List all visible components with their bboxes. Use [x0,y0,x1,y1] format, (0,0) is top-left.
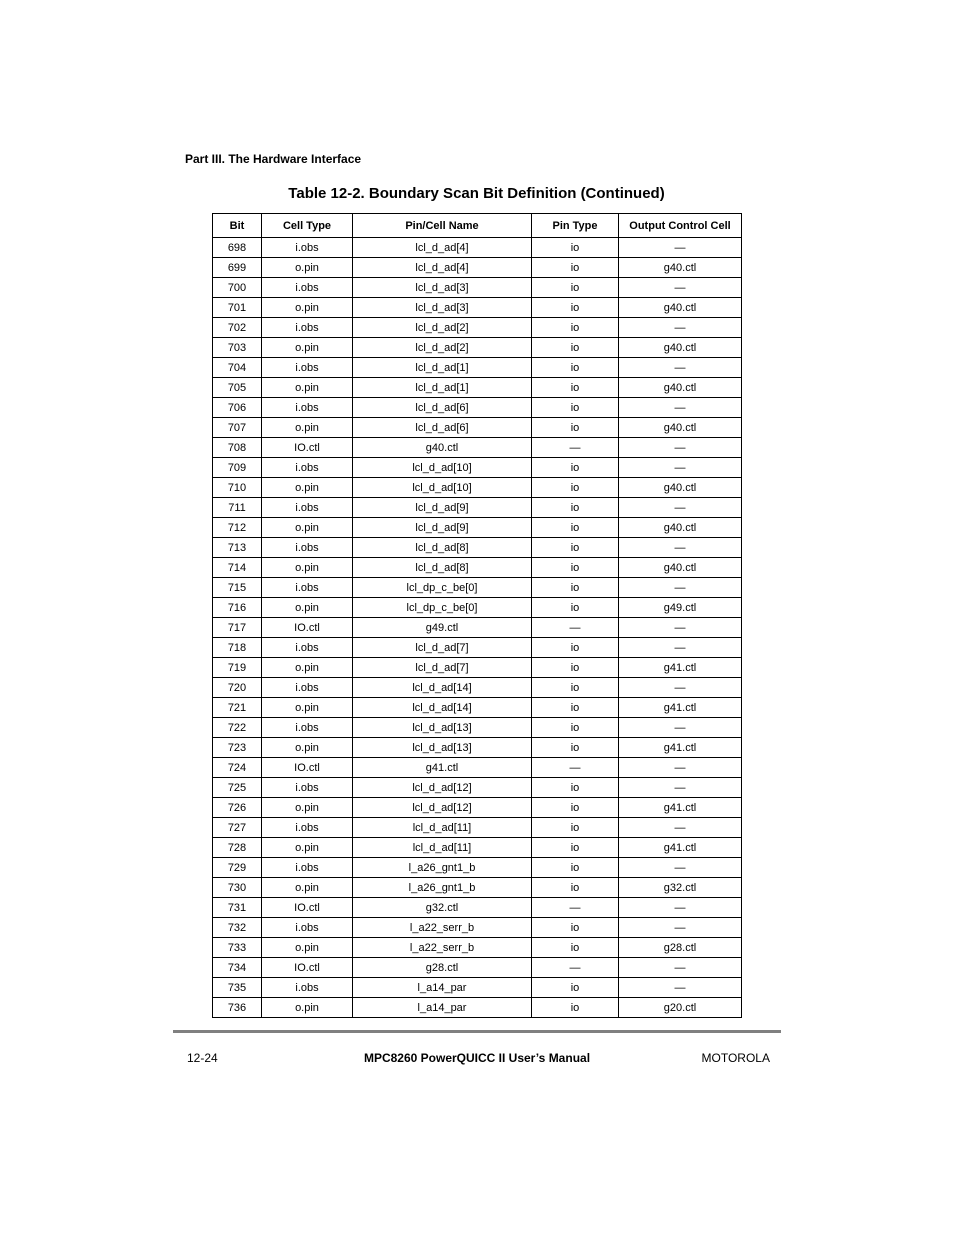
cell-pin-type: io [532,558,619,578]
cell-pin-type: io [532,418,619,438]
cell-cell-type: o.pin [262,738,353,758]
cell-pin-type: io [532,638,619,658]
cell-cell-type: o.pin [262,658,353,678]
table-row [213,798,742,818]
cell-cell-type: i.obs [262,718,353,738]
cell-pin-type: io [532,938,619,958]
cell-output-control: g40.ctl [619,338,742,358]
cell-bit: 711 [213,498,262,518]
cell-pin-type: io [532,838,619,858]
cell-bit: 723 [213,738,262,758]
cell-pin-type: io [532,338,619,358]
cell-pin-cell-name: lcl_d_ad[1] [353,358,532,378]
cell-bit: 735 [213,978,262,998]
cell-bit: 733 [213,938,262,958]
footer-divider [173,1030,781,1033]
cell-bit: 706 [213,398,262,418]
cell-output-control: — [619,978,742,998]
cell-cell-type: o.pin [262,378,353,398]
cell-cell-type: o.pin [262,698,353,718]
cell-bit: 734 [213,958,262,978]
cell-bit: 724 [213,758,262,778]
cell-bit: 736 [213,998,262,1018]
page-number: 12-24 [187,1051,218,1065]
cell-bit: 727 [213,818,262,838]
table-row [213,318,742,338]
cell-bit: 708 [213,438,262,458]
cell-cell-type: i.obs [262,858,353,878]
cell-pin-type: io [532,718,619,738]
manual-title: MPC8260 PowerQUICC II User’s Manual [363,1051,591,1065]
cell-output-control: g49.ctl [619,598,742,618]
cell-cell-type: o.pin [262,558,353,578]
cell-bit: 720 [213,678,262,698]
cell-pin-cell-name: lcl_d_ad[11] [353,818,532,838]
cell-output-control: — [619,778,742,798]
cell-pin-type: io [532,518,619,538]
cell-pin-type: — [532,758,619,778]
cell-cell-type: o.pin [262,998,353,1018]
cell-output-control: — [619,358,742,378]
cell-output-control: g32.ctl [619,878,742,898]
cell-pin-cell-name: l_a22_serr_b [353,918,532,938]
cell-pin-type: io [532,918,619,938]
cell-cell-type: i.obs [262,678,353,698]
cell-output-control: — [619,278,742,298]
cell-pin-cell-name: l_a26_gnt1_b [353,858,532,878]
cell-pin-type: io [532,598,619,618]
table-row [213,998,742,1018]
cell-bit: 730 [213,878,262,898]
cell-cell-type: i.obs [262,578,353,598]
cell-pin-type: io [532,798,619,818]
cell-pin-cell-name: lcl_d_ad[7] [353,658,532,678]
table-row [213,518,742,538]
company-name: MOTOROLA [701,1051,770,1065]
cell-output-control: — [619,318,742,338]
cell-pin-type: — [532,958,619,978]
cell-pin-type: io [532,478,619,498]
cell-pin-cell-name: l_a22_serr_b [353,938,532,958]
cell-pin-type: io [532,778,619,798]
cell-output-control: — [619,398,742,418]
cell-pin-cell-name: lcl_d_ad[13] [353,738,532,758]
cell-output-control: — [619,918,742,938]
cell-pin-cell-name: lcl_d_ad[14] [353,678,532,698]
cell-pin-type: io [532,318,619,338]
cell-pin-cell-name: lcl_d_ad[6] [353,398,532,418]
table-row [213,838,742,858]
cell-pin-cell-name: lcl_d_ad[3] [353,298,532,318]
boundary-scan-table [212,213,742,1018]
cell-bit: 718 [213,638,262,658]
cell-output-control: g41.ctl [619,698,742,718]
cell-output-control: g41.ctl [619,798,742,818]
cell-bit: 715 [213,578,262,598]
cell-bit: 729 [213,858,262,878]
table-row [213,398,742,418]
cell-pin-type: io [532,538,619,558]
cell-bit: 726 [213,798,262,818]
cell-bit: 709 [213,458,262,478]
cell-pin-cell-name: lcl_d_ad[14] [353,698,532,718]
cell-pin-cell-name: lcl_d_ad[4] [353,238,532,258]
cell-output-control: — [619,958,742,978]
cell-bit: 731 [213,898,262,918]
table-row [213,638,742,658]
cell-pin-cell-name: lcl_d_ad[2] [353,338,532,358]
table-row [213,378,742,398]
cell-pin-type: io [532,278,619,298]
cell-cell-type: o.pin [262,878,353,898]
cell-pin-cell-name: g40.ctl [353,438,532,458]
cell-bit: 714 [213,558,262,578]
cell-pin-type: — [532,898,619,918]
table-row [213,498,742,518]
cell-cell-type: i.obs [262,778,353,798]
cell-bit: 698 [213,238,262,258]
cell-bit: 716 [213,598,262,618]
table-row [213,678,742,698]
cell-output-control: g40.ctl [619,558,742,578]
cell-bit: 705 [213,378,262,398]
table-row [213,918,742,938]
table-row [213,958,742,978]
cell-bit: 700 [213,278,262,298]
cell-pin-cell-name: lcl_d_ad[7] [353,638,532,658]
cell-cell-type: o.pin [262,798,353,818]
table-row [213,858,742,878]
cell-pin-cell-name: lcl_d_ad[3] [353,278,532,298]
cell-pin-type: io [532,498,619,518]
cell-output-control: — [619,638,742,658]
table-row [213,558,742,578]
table-row [213,698,742,718]
cell-cell-type: IO.ctl [262,898,353,918]
table-row [213,978,742,998]
cell-pin-cell-name: l_a14_par [353,978,532,998]
cell-pin-type: io [532,378,619,398]
cell-cell-type: i.obs [262,638,353,658]
cell-pin-cell-name: lcl_d_ad[13] [353,718,532,738]
column-header-bit: Bit [213,214,262,238]
column-header-output-control-cell: Output Control Cell [619,214,742,238]
table-row [213,358,742,378]
cell-pin-type: io [532,998,619,1018]
cell-output-control: — [619,678,742,698]
cell-bit: 725 [213,778,262,798]
cell-pin-cell-name: lcl_d_ad[9] [353,498,532,518]
cell-pin-cell-name: lcl_d_ad[4] [353,258,532,278]
table-row [213,938,742,958]
cell-output-control: g28.ctl [619,938,742,958]
cell-bit: 707 [213,418,262,438]
cell-output-control: g40.ctl [619,378,742,398]
table-body [213,238,742,1018]
cell-cell-type: o.pin [262,478,353,498]
cell-pin-type: io [532,658,619,678]
cell-pin-cell-name: lcl_d_ad[9] [353,518,532,538]
cell-output-control: g40.ctl [619,258,742,278]
table-row [213,598,742,618]
cell-pin-cell-name: lcl_d_ad[6] [353,418,532,438]
cell-cell-type: i.obs [262,918,353,938]
cell-pin-cell-name: g32.ctl [353,898,532,918]
cell-output-control: — [619,498,742,518]
cell-output-control: — [619,438,742,458]
column-header-cell-type: Cell Type [262,214,353,238]
table-row [213,298,742,318]
cell-pin-cell-name: g28.ctl [353,958,532,978]
table-row [213,758,742,778]
cell-cell-type: o.pin [262,418,353,438]
cell-cell-type: i.obs [262,538,353,558]
cell-pin-type: io [532,878,619,898]
cell-bit: 710 [213,478,262,498]
cell-cell-type: i.obs [262,458,353,478]
table-row [213,258,742,278]
cell-cell-type: i.obs [262,318,353,338]
cell-output-control: — [619,898,742,918]
cell-cell-type: IO.ctl [262,438,353,458]
cell-cell-type: o.pin [262,938,353,958]
table-row [213,718,742,738]
cell-pin-cell-name: lcl_d_ad[1] [353,378,532,398]
table-row [213,878,742,898]
table-row [213,578,742,598]
table-row [213,658,742,678]
cell-cell-type: i.obs [262,358,353,378]
cell-bit: 704 [213,358,262,378]
table-row [213,538,742,558]
cell-pin-type: io [532,678,619,698]
cell-pin-type: — [532,618,619,638]
cell-output-control: g40.ctl [619,418,742,438]
cell-output-control: — [619,538,742,558]
cell-bit: 722 [213,718,262,738]
cell-bit: 717 [213,618,262,638]
cell-pin-type: io [532,818,619,838]
cell-bit: 719 [213,658,262,678]
cell-output-control: g40.ctl [619,298,742,318]
cell-pin-cell-name: lcl_d_ad[11] [353,838,532,858]
table-row [213,818,742,838]
cell-bit: 712 [213,518,262,538]
cell-output-control: g41.ctl [619,658,742,678]
cell-bit: 713 [213,538,262,558]
cell-output-control: — [619,458,742,478]
column-header-pin-cell-name: Pin/Cell Name [353,214,532,238]
cell-pin-cell-name: lcl_dp_c_be[0] [353,578,532,598]
cell-cell-type: IO.ctl [262,958,353,978]
cell-bit: 699 [213,258,262,278]
table-row [213,738,742,758]
cell-output-control: g20.ctl [619,998,742,1018]
cell-cell-type: i.obs [262,978,353,998]
table-row [213,778,742,798]
cell-output-control: g41.ctl [619,738,742,758]
cell-pin-cell-name: lcl_d_ad[2] [353,318,532,338]
cell-output-control: g40.ctl [619,478,742,498]
cell-cell-type: i.obs [262,818,353,838]
cell-bit: 728 [213,838,262,858]
cell-cell-type: i.obs [262,238,353,258]
cell-output-control: — [619,618,742,638]
cell-pin-type: io [532,458,619,478]
table-row [213,238,742,258]
cell-cell-type: i.obs [262,498,353,518]
cell-cell-type: o.pin [262,598,353,618]
cell-cell-type: IO.ctl [262,758,353,778]
cell-output-control: — [619,818,742,838]
cell-output-control: g40.ctl [619,518,742,538]
cell-pin-cell-name: lcl_d_ad[10] [353,478,532,498]
cell-pin-type: io [532,738,619,758]
table-row [213,438,742,458]
cell-pin-cell-name: lcl_d_ad[12] [353,798,532,818]
cell-cell-type: i.obs [262,278,353,298]
cell-bit: 703 [213,338,262,358]
table-title: Table 12-2. Boundary Scan Bit Definition (Continued) [288,185,665,202]
cell-cell-type: i.obs [262,398,353,418]
cell-pin-type: io [532,578,619,598]
cell-output-control: — [619,858,742,878]
cell-pin-cell-name: l_a26_gnt1_b [353,878,532,898]
cell-bit: 702 [213,318,262,338]
table-row [213,418,742,438]
cell-output-control: — [619,238,742,258]
table-row [213,478,742,498]
cell-output-control: g41.ctl [619,838,742,858]
table-row [213,278,742,298]
cell-cell-type: o.pin [262,518,353,538]
column-header-pin-type: Pin Type [532,214,619,238]
cell-cell-type: o.pin [262,338,353,358]
table-row [213,458,742,478]
cell-pin-type: io [532,258,619,278]
cell-cell-type: IO.ctl [262,618,353,638]
cell-pin-cell-name: g41.ctl [353,758,532,778]
cell-pin-type: io [532,398,619,418]
cell-pin-type: io [532,698,619,718]
cell-pin-type: io [532,978,619,998]
table-row [213,898,742,918]
cell-pin-cell-name: lcl_d_ad[10] [353,458,532,478]
section-header: Part III. The Hardware Interface [185,152,362,166]
cell-pin-type: io [532,298,619,318]
cell-bit: 721 [213,698,262,718]
cell-pin-cell-name: l_a14_par [353,998,532,1018]
cell-pin-type: io [532,358,619,378]
cell-pin-cell-name: lcl_d_ad[8] [353,538,532,558]
cell-pin-cell-name: lcl_dp_c_be[0] [353,598,532,618]
table-row [213,338,742,358]
cell-pin-cell-name: g49.ctl [353,618,532,638]
table-row [213,618,742,638]
cell-cell-type: o.pin [262,838,353,858]
cell-bit: 732 [213,918,262,938]
cell-output-control: — [619,578,742,598]
cell-bit: 701 [213,298,262,318]
cell-pin-cell-name: lcl_d_ad[12] [353,778,532,798]
cell-output-control: — [619,758,742,778]
cell-cell-type: o.pin [262,298,353,318]
cell-pin-cell-name: lcl_d_ad[8] [353,558,532,578]
cell-pin-type: — [532,438,619,458]
cell-pin-type: io [532,858,619,878]
cell-pin-type: io [532,238,619,258]
cell-cell-type: o.pin [262,258,353,278]
cell-output-control: — [619,718,742,738]
table-header-row [213,214,742,238]
